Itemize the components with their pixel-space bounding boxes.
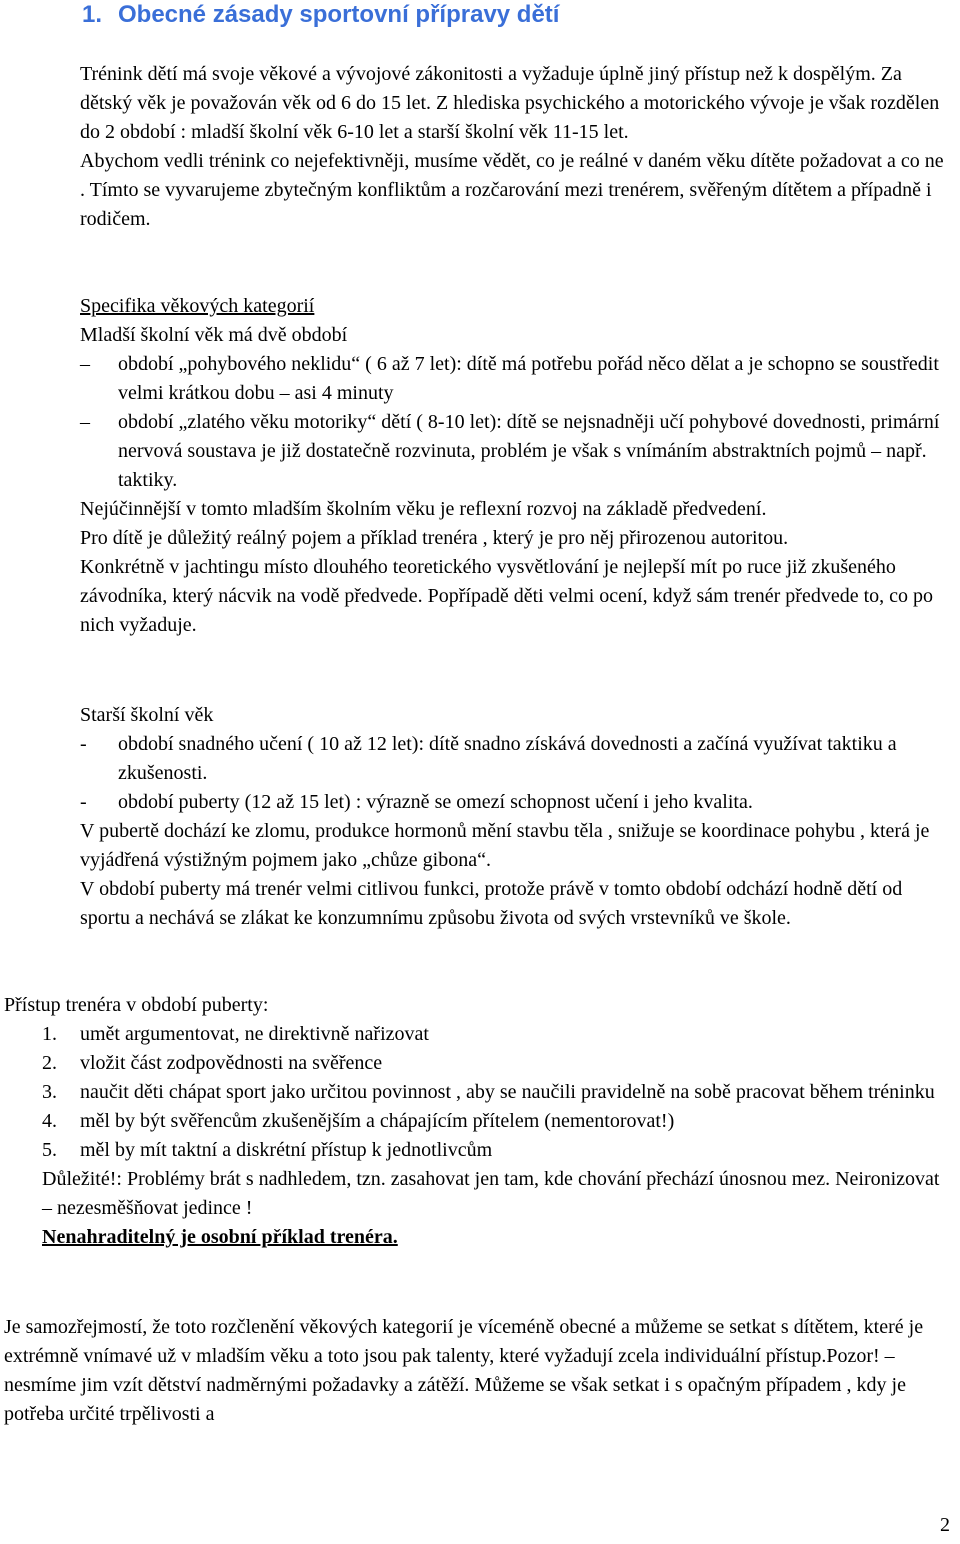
approach-item-text: vložit část zodpovědnosti na svěřence	[80, 1052, 383, 1074]
intro-block	[80, 60, 952, 234]
item-number: 3.	[42, 1081, 57, 1103]
specifics-title: Specifika věkových kategorií	[80, 295, 315, 317]
approach-block	[4, 991, 952, 1252]
dash-marker: -	[80, 791, 87, 813]
intro-paragraph-1: Trénink dětí má svoje věkové a vývojové zákonitosti a vyžaduje úplně jiný přístup než k dospělým. Za dětský věk je považován věk od 6 do 15 let. Z hlediska psychického a motorického vývoje je však rozdělen do 2 období : mladší školní věk 6-10 let a starší školní věk 11-15 let.	[80, 63, 940, 143]
older-item-text: období snadného učení ( 10 až 12 let): dítě snadno získává dovednosti a začíná využívat taktiku a zkušenosti.	[118, 733, 897, 784]
intro-paragraph-2: Abychom vedli trénink co nejefektivněji, musíme vědět, co je reálné v daném věku dítěte požadovat a co ne . Tímto se vyvarujeme zbytečným konfliktům a rozčarování mezi trenérem, svěřeným dítětem a případně i rodičem.	[80, 150, 944, 230]
approach-item-5	[4, 1136, 952, 1165]
specifics-block	[80, 292, 952, 640]
older-item-2	[80, 788, 952, 817]
approach-title: Přístup trenéra v období puberty:	[4, 994, 269, 1016]
younger-item-text: období „pohybového neklidu“ ( 6 až 7 let): dítě má potřebu pořád něco dělat a je schopno se soustředit velmi krátkou dobu – asi 4 minuty	[118, 353, 939, 404]
dash-marker: –	[80, 353, 90, 375]
approach-item-4	[4, 1107, 952, 1136]
approach-item-3	[4, 1078, 952, 1107]
item-number: 4.	[42, 1110, 57, 1132]
younger-item-2	[80, 408, 952, 495]
dash-marker: –	[80, 411, 90, 433]
important-note: Důležité!: Problémy brát s nadhledem, tzn. zasahovat jen tam, kde chování přechází únosnou mez. Neironizovat – nezesměšňovat jedince !	[42, 1168, 940, 1219]
approach-item-text: umět argumentovat, ne direktivně nařizovat	[80, 1023, 429, 1045]
emphasis-note: Nenahraditelný je osobní příklad trenéra.	[42, 1226, 398, 1248]
section-number: 1.	[82, 1, 103, 28]
item-number: 5.	[42, 1139, 57, 1161]
younger-paragraph-2: Pro dítě je důležitý reálný pojem a příklad trenéra , který je pro něj přirozenou autoritou.	[80, 527, 789, 549]
older-block	[80, 701, 952, 933]
approach-item-text: měl by být svěřencům zkušenějším a chápajícím přítelem (nementorovat!)	[80, 1110, 675, 1132]
approach-item-text: měl by mít taktní a diskrétní přístup k jednotlivcům	[80, 1139, 493, 1161]
younger-title: Mladší školní věk má dvě období	[80, 324, 348, 346]
approach-item-1	[4, 1020, 952, 1049]
older-item-1	[80, 730, 952, 788]
younger-item-1	[80, 350, 952, 408]
older-paragraph-1: V pubertě dochází ke zlomu, produkce hormonů mění stavbu těla , snižuje se koordinace pohybu , která je vyjádřená výstižným pojmem jako „chůze gibona“.	[80, 820, 930, 871]
item-number: 1.	[42, 1023, 57, 1045]
closing-paragraph: Je samozřejmostí, že toto rozčlenění věkových kategorií je víceméně obecné a můžeme se setkat s dítětem, které je extrémně vnímavé už v mladším věku a toto jsou pak talenty, které vyžadují zcela individuální přístup.Pozor! – nesmíme jim vzít dětství nadměrnými požadavky a zátěží. Můžeme se však setkat i s opačným případem , kdy je potřeba určité trpělivosti a	[4, 1316, 924, 1425]
younger-paragraph-3: Konkrétně v jachtingu místo dlouhého teoretického vysvětlování je nejlepší mít po ruce již zkušeného závodníka, který nácvik na vodě předvede. Popřípadě děti velmi ocení, když sám trenér předvede to, co po nich vyžaduje.	[80, 556, 934, 636]
section-title: Obecné zásady sportovní přípravy dětí	[118, 1, 560, 28]
older-item-text: období puberty (12 až 15 let) : výrazně se omezí schopnost učení i jeho kvalita.	[118, 791, 753, 813]
page-number: 2	[940, 1514, 950, 1536]
approach-item-2	[4, 1049, 952, 1078]
section-heading	[82, 0, 559, 30]
older-title: Starší školní věk	[80, 704, 214, 726]
approach-item-text: naučit děti chápat sport jako určitou povinnost , aby se naučili pravidelně na sobě pracovat během tréninku	[80, 1081, 935, 1103]
item-number: 2.	[42, 1052, 57, 1074]
younger-item-text: období „zlatého věku motoriky“ dětí ( 8-10 let): dítě se nejsnadněji učí pohybové dovednosti, primární nervová soustava je již dostatečně rozvinuta, problém je však s vnímáním abstraktních pojmů – např. taktiky.	[118, 411, 940, 491]
older-paragraph-2: V období puberty má trenér velmi citlivou funkci, protože právě v tomto období odchází hodně dětí od sportu a nechává se zlákat ke konzumnímu způsobu života od svých vrstevníků ve škole.	[80, 878, 903, 929]
closing-block	[4, 1313, 952, 1429]
dash-marker: -	[80, 733, 87, 755]
younger-paragraph-1: Nejúčinnější v tomto mladším školním věku je reflexní rozvoj na základě předvedení.	[80, 498, 767, 520]
